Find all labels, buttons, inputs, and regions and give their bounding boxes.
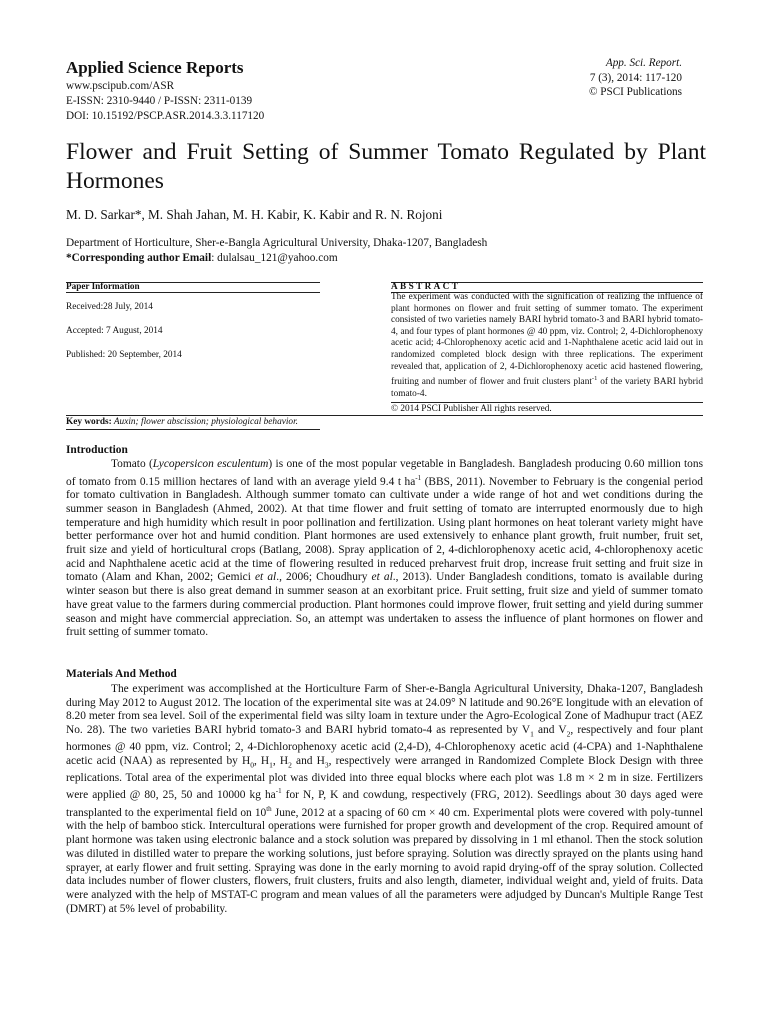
paper-title: Flower and Fruit Setting of Summer Tomato Regulated by Plant Hormones <box>66 139 706 194</box>
methods-superscript: -1 <box>275 787 282 796</box>
introduction-paragraph <box>66 458 703 640</box>
intro-et-al-2: et al <box>371 571 393 584</box>
abstract-heading: ABSTRACT <box>391 281 461 291</box>
keywords-value: Auxin; flower abscission; physiological behavior. <box>111 417 298 427</box>
methods-text-4: , H <box>253 754 270 767</box>
methods-text-8: for N, P, K and cowdung, respectively (FRG, 2012). Seedlings about 30 days aged were transplanted to the experimental field on 10 <box>66 789 703 819</box>
abstract-body: The experiment was conducted with the signification of realizing the influence of plant hormones on flower and fruit setting of summer tomato. The experiment consisted of two varieties namely BARI hybrid tomato-3 and BARI hybrid tomato-4, and four types of plant hormones @ 40 ppm, viz. Control; 2, 4-Dichlorophenoxy acetic acid; 4-Chlorophenoxy acetic acid and 1-Naphthalene acetic acid laid out in randomized completed block design with three replications. The experiment revealed that, application of 2, 4-Dichlorophenoxy acetic acid hastened flowering, fruiting and number of flower and fruit clusters plant <box>391 292 703 388</box>
affiliation: Department of Horticulture, Sher-e-Bangla Agricultural University, Dhaka-1207, Bangladesh <box>66 237 488 249</box>
methods-subscript: 0 <box>250 760 254 770</box>
citation-block <box>589 56 682 100</box>
journal-issn: E-ISSN: 2310-9440 / P-ISSN: 2311-0139 <box>66 95 253 107</box>
intro-et-al-1: et al <box>255 571 277 584</box>
intro-text-4: ., 2006; Choudhury <box>276 571 372 584</box>
methods-text-1: The experiment was accomplished at the Horticulture Farm of Sher-e-Bangla Agricultural University, Dhaka-1207, Bangladesh during May 2012 to August 2012. The location of the experimental site was at 24.09° N latitude and 90.26°E longitude with an elevation of 8.20 meter from sea level. Soil of the experimental field was silty loam in texture under the Agro-Ecological Zone of Madhupur tract (AEZ No. 28). The two varieties BARI hybrid tomato-3 and BARI hybrid tomato-4 as represented by V <box>66 683 703 737</box>
paper-info-heading-rule <box>66 292 320 293</box>
accepted-date: Accepted: 7 August, 2014 <box>66 326 163 336</box>
intro-text-2: ) is one of the most popular vegetable in Bangladesh. Bangladesh producing 0.60 million tons of tomato from 0.15 million hectares of land with an average yield 9.4 t ha <box>66 458 704 488</box>
keywords-label: Key words: <box>66 417 112 427</box>
intro-superscript: -1 <box>415 473 422 482</box>
keywords-bottom-rule <box>66 429 320 430</box>
intro-text-1: Tomato ( <box>111 458 153 470</box>
journal-header <box>66 58 264 124</box>
methods-subscript: 2 <box>566 729 571 739</box>
volume-pages: 7 (3), 2014: 117-120 <box>589 71 682 84</box>
abstract-superscript: -1 <box>591 375 598 383</box>
publisher: © PSCI Publications <box>588 86 682 98</box>
intro-text-5: ., 2013). Under Bangladesh conditions, tomato is available during winter season but there is also great demand in summer season at an exorbitant price. Fruit setting, fruit size and yield of summer tomato have great value to the farmers during commercial production. Plant hormones could improve flower, fruit setting and yield during summer season and might have commercial appreciation. So, an attempt was undertaken to assess the influence of plant hormones on flower and fruit setting of summer tomato. <box>66 571 703 639</box>
methods-subscript: 1 <box>269 760 273 770</box>
article-doi: DOI: 10.15192/PSCP.ASR.2014.3.3.117120 <box>66 110 265 122</box>
corresponding-author <box>66 251 706 266</box>
affiliation-block <box>66 236 706 266</box>
received-date: Received:28 July, 2014 <box>66 302 153 312</box>
methods-text-2: and V <box>533 724 567 737</box>
corresponding-label: *Corresponding author Email <box>66 252 212 264</box>
methods-subscript: 1 <box>530 729 534 739</box>
intro-text-3: (BBS, 2011). November to February is the congenial period for tomato cultivation in Bangladesh. Although summer tomato can cultivate under a wide range of hot and wet conditions during the summer season in Bangladesh (Ahmed, 2002). At that time flower and fruit setting of tomato are interrupted enormously due to high temperature and high humidity which result in poor pollination and fertilization. Using plant hormones on heat tolerant variety might have better performance over hot and humid condition. Plant hormones are used extensively to enhance plant growth, fruit number, fruit set, fruit size and yield of horticultural crops (Batlang, 2008). Spray application of 2, 4-dichlorophenoxy acetic acid, 4-chlorophenoxy acetic acid and Naphthalene acetic acid at the time of flowering resulted in reduced preharvest fruit drop, increase fruit setting and fruit size in tomato (Alam and Khan, 2002; Gemici <box>66 475 703 584</box>
keywords <box>66 417 298 427</box>
methods-paragraph <box>66 683 703 916</box>
journal-abbreviation: App. Sci. Report. <box>605 57 682 69</box>
introduction-heading: Introduction <box>66 444 128 456</box>
methods-subscript: 3 <box>324 760 329 770</box>
keywords-top-rule <box>66 415 703 416</box>
methods-text-5: , H <box>272 754 289 767</box>
methods-text-3: , respectively and four plant hormones @ 40 ppm, viz. Control; 2, 4-Dichlorophenoxy acetic acid (2,4-D), 4-Chlorophenoxy acetic acid (4-CPA) and 1-Naphthalene acetic acid (NAA) as represented by H <box>66 724 703 767</box>
methods-superscript: th <box>266 804 272 813</box>
intro-species-name: Lycopersicon esculentum <box>152 458 269 470</box>
methods-text-9: June, 2012 at a spacing of 60 cm × 40 cm. Experimental plots were covered with poly-tunnel with the help of bamboo stick. Intercultural operations were furnished for proper growth and development of the crop. Required amount of plant hormone was taken using electronic balance and a stock solution was prepared by dissolving in 1 ml ethanol. Then the stock solution was diluted in distilled water to prepare the working solutions, just before spraying. Solution was directly sprayed on the plants using hand sprayer, at early flower and fruit setting. Spraying was done in the early morning to avoid rapid drying-off of the spray solution. Collected data includes number of flower clusters, flowers, fruit clusters, fruits and also length, diameter, individual weight and, yield of fruits. Data were analyzed with the help of MSTAT-C program and mean values of all the parameters were adjudged by Duncan's Multiple Range Test (DMRT) at 5% level of probability. <box>66 806 703 915</box>
journal-name: Applied Science Reports <box>66 58 244 77</box>
journal-website: www.pscipub.com/ASR <box>66 80 175 92</box>
abstract-bottom-rule <box>391 402 703 403</box>
author-list: M. D. Sarkar*, M. Shah Jahan, M. H. Kabir, K. Kabir and R. N. Rojoni <box>66 207 443 222</box>
published-date: Published: 20 September, 2014 <box>66 350 182 360</box>
paper-info <box>66 301 182 373</box>
methods-heading: Materials And Method <box>66 668 177 680</box>
methods-text-6: and H <box>291 754 325 767</box>
copyright-notice: © 2014 PSCI Publisher All rights reserved. <box>391 404 552 414</box>
abstract-body-end: of the variety BARI hybrid tomato-4. <box>391 377 703 399</box>
methods-subscript: 2 <box>288 760 292 770</box>
paper-info-heading: Paper Information <box>66 281 140 291</box>
methods-text-7: , respectively were arranged in Randomized Complete Block Design with three replications. Total area of the experimental plot was divided into three equal blocks where each plot was 1.8 m × 2 m in size. Fertilizers were applied @ 80, 25, 50 and 10000 kg ha <box>66 754 704 802</box>
corresponding-email: : dulalsau_121@yahoo.com <box>211 252 338 264</box>
abstract-text <box>391 292 703 400</box>
